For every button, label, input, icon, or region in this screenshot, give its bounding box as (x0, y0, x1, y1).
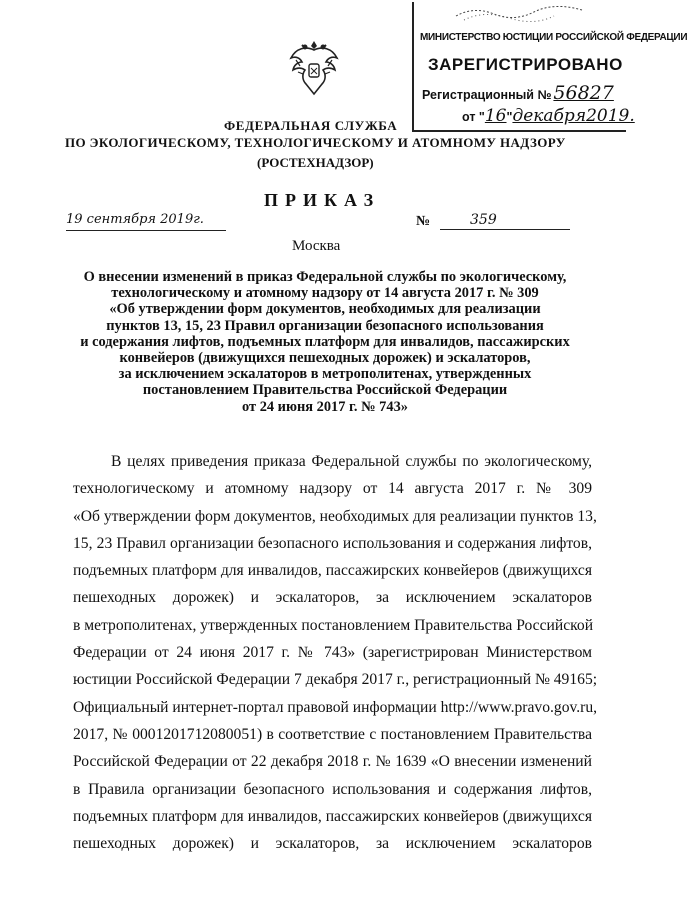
title-line: О внесении изменений в приказ Федеральной службы по экологическому, (83, 269, 567, 285)
body-line: Официальный интернет-портал правовой информации http://www.pravo.gov.ru, (73, 698, 598, 716)
body-line: 15, 23 Правил организации безопасного использования и содержания лифтов, (73, 534, 592, 552)
stamp-seal-icon (454, 2, 584, 24)
body-line: пешеходных дорожек) и эскалаторов, за исключением эскалаторов (73, 835, 592, 853)
title-line: постановлением Правительства Российской Федерации (142, 382, 508, 399)
stamp-registration-row (422, 82, 614, 104)
agency-name-line-1: ФЕДЕРАЛЬНАЯ СЛУЖБА (224, 118, 398, 133)
title-line: технологическому и атомному надзору от 14 августа 2017 г. № 309 (111, 285, 539, 302)
body-line: в Правила организации безопасного использования и содержания лифтов, (73, 780, 592, 798)
title-line: за исключением эскалаторов в метрополитенах, утвержденных (118, 366, 532, 383)
body-line: «Об утверждении форм документов, необходимых для реализации пунктов 13, (73, 507, 597, 525)
body-line: 2017, № 0001201712080051) в соответствие с постановлением Правительства (73, 725, 592, 743)
stamp-date-row (462, 106, 635, 126)
stamp-date-quote: " (506, 110, 513, 124)
body-line: технологическому и атомному надзору от 14 августа 2017 г. № 309 (73, 480, 592, 498)
stamp-date-prefix: от " (462, 110, 485, 124)
order-city: Москва (292, 238, 341, 254)
body-line: подъемных платформ для инвалидов, пассажирских конвейеров (движущихся (73, 807, 592, 825)
body-line: подъемных платформ для инвалидов, пассажирских конвейеров (движущихся (73, 562, 592, 580)
stamp-date-day: 16 (484, 106, 507, 126)
order-date: 19 сентября 2019г. (66, 212, 226, 231)
agency-name-line-2: ПО ЭКОЛОГИЧЕСКОМУ, ТЕХНОЛОГИЧЕСКОМУ И АТОМНОМУ НАДЗОРУ (65, 135, 566, 150)
body-line: Федерации от 24 июня 2017 г. № 743» (зарегистрирован Министерством (73, 644, 592, 662)
body-line: пешеходных дорожек) и эскалаторов, за исключением эскалаторов (73, 589, 592, 607)
title-line: пунктов 13, 15, 23 Правил организации безопасного использования (106, 317, 544, 334)
stamp-registered-label: ЗАРЕГИСТРИРОВАНО (428, 55, 623, 74)
stamp-date-year: 2019. (586, 106, 635, 126)
registration-stamp (412, 2, 687, 132)
document-type-title: ПРИКАЗ (264, 190, 381, 210)
title-line: от 24 июня 2017 г. № 743» (242, 398, 408, 415)
body-line: Российской Федерации от 22 декабря 2018 г. № 1639 «О внесении изменений (73, 753, 592, 771)
stamp-ministry-name: МИНИСТЕРСТВО ЮСТИЦИИ РОССИЙСКОЙ ФЕДЕРАЦИИ (420, 32, 687, 43)
order-number-sign: № (416, 214, 431, 229)
body-line: юстиции Российской Федерации 7 декабря 2017 г., регистрационный № 49165; (73, 671, 598, 689)
stamp-reg-number: 56827 (553, 82, 614, 104)
stamp-reg-label: Регистрационный № (422, 88, 552, 102)
body-line: В целях приведения приказа Федеральной службы по экологическому, (111, 453, 592, 470)
coat-of-arms-emblem-icon (288, 38, 340, 98)
body-line: в метрополитенах, утвержденных постановлением Правительства Российской (73, 616, 594, 634)
title-line: и содержания лифтов, подъемных платформ для инвалидов, пассажирских (80, 333, 570, 350)
order-number: 359 (440, 212, 570, 230)
title-line: «Об утверждении форм документов, необходимых для реализации (109, 301, 541, 318)
order-title (60, 269, 590, 415)
agency-abbreviation: (РОСТЕХНАДЗОР) (257, 155, 374, 170)
stamp-date-month: декабря (512, 106, 587, 126)
order-body (73, 448, 598, 857)
title-line: конвейеров (движущихся пешеходных дорожек) и эскалаторов, (119, 350, 531, 367)
